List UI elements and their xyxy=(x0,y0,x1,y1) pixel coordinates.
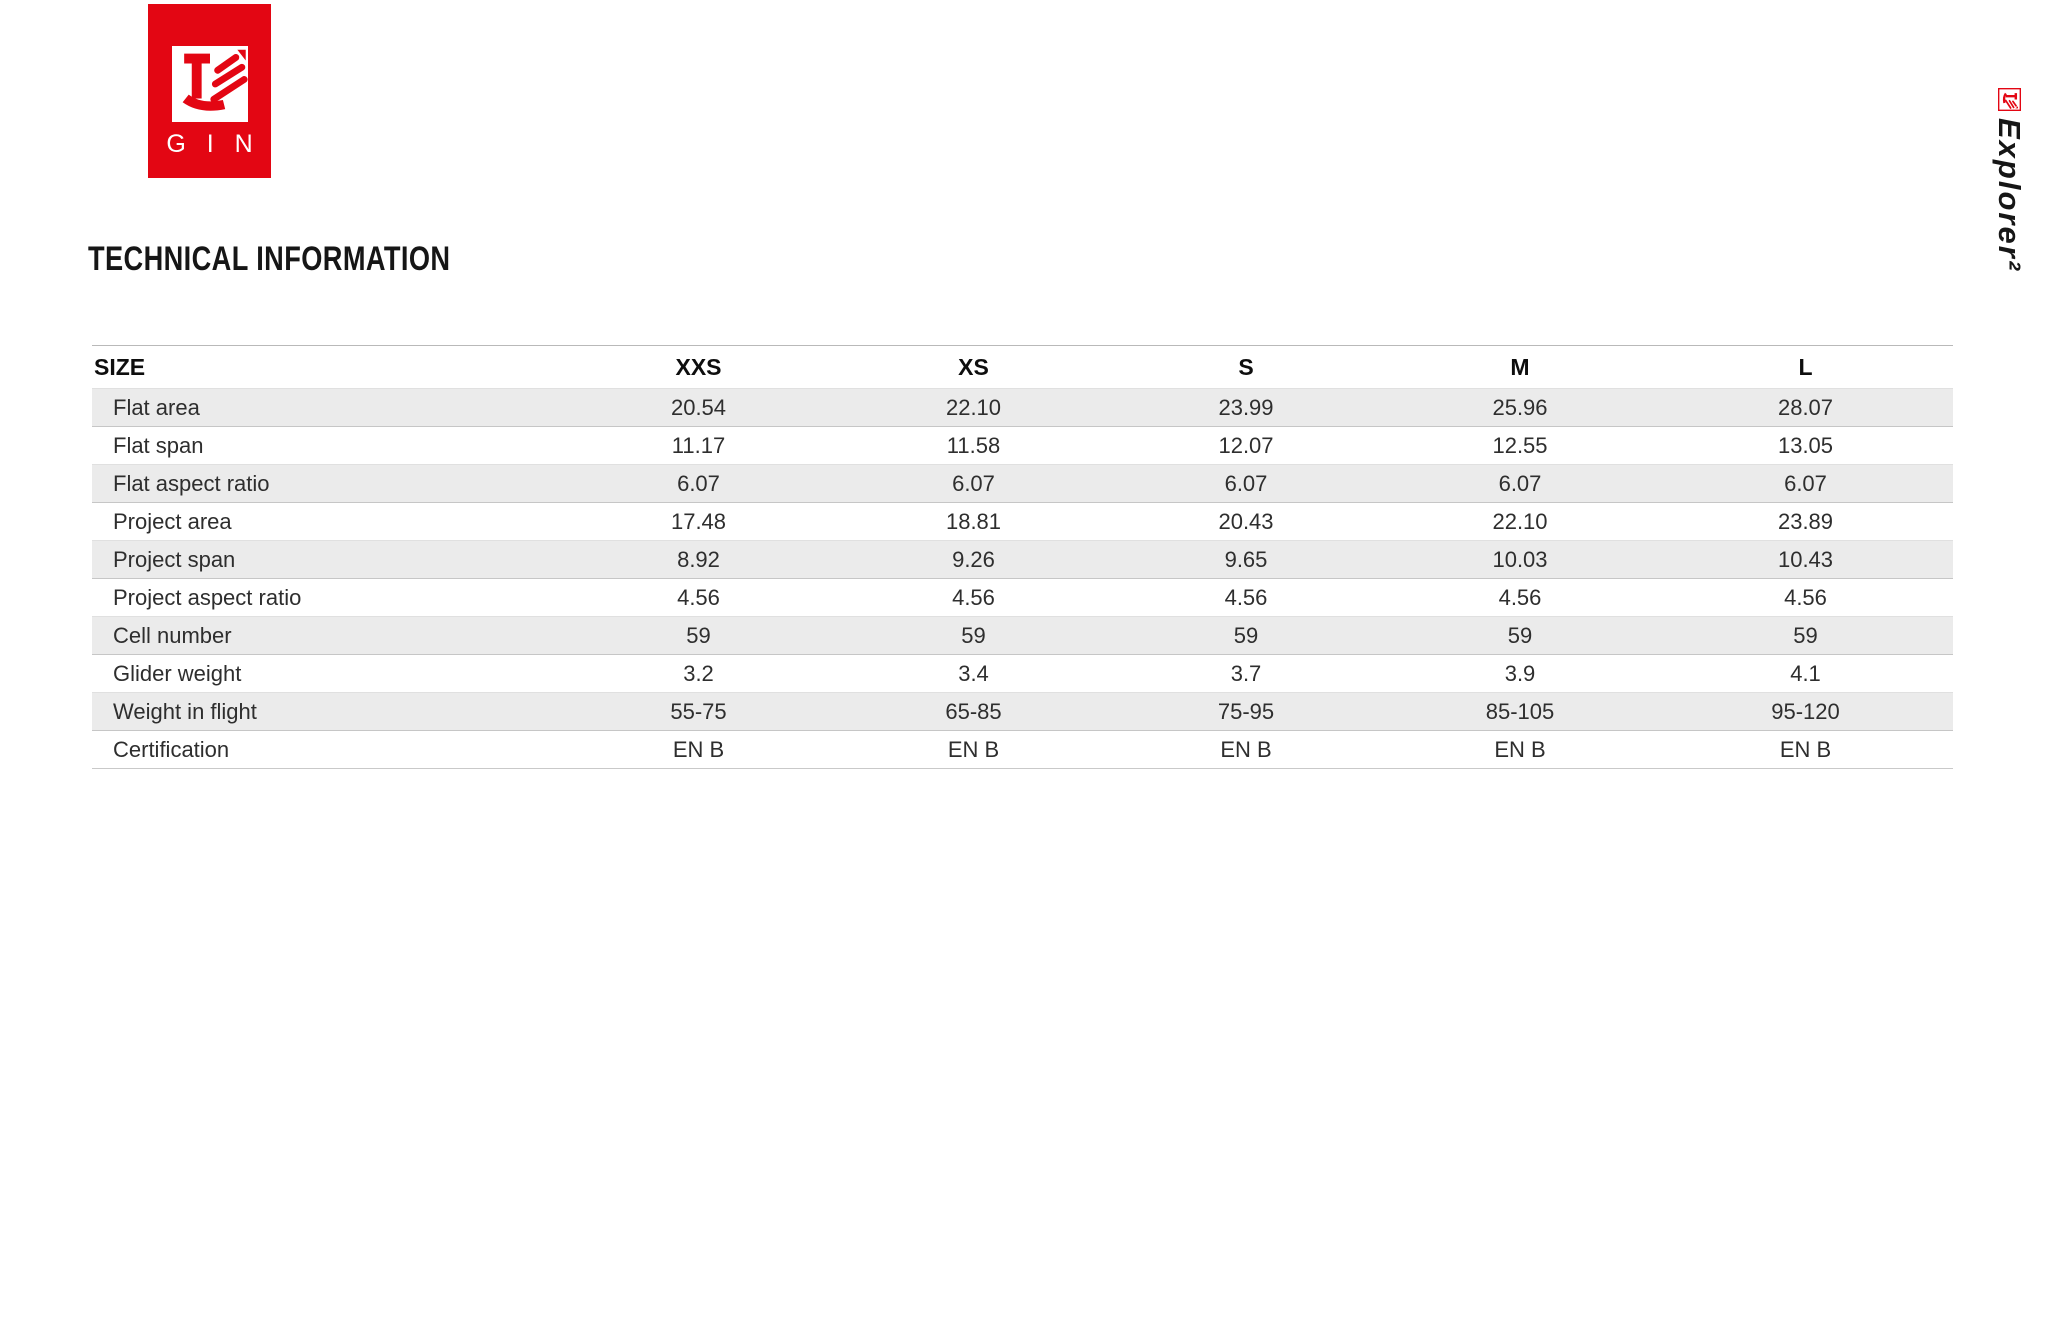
spec-cell: 20.54 xyxy=(560,389,837,427)
spec-row-label: Flat span xyxy=(113,432,204,458)
spec-cell: 4.56 xyxy=(677,584,720,610)
spec-table-head-row xyxy=(92,346,1953,389)
spec-cell: 75-95 xyxy=(1110,693,1382,731)
spec-cell: 4.1 xyxy=(1790,660,1821,686)
spec-cell: 12.55 xyxy=(1492,432,1548,458)
spec-cell: 6.07 xyxy=(1110,465,1382,503)
spec-cell: 85-105 xyxy=(1382,693,1658,731)
column-header-xs: XS xyxy=(958,353,989,380)
spec-cell: 11.17 xyxy=(671,432,726,458)
spec-cell: 12.07 xyxy=(1218,432,1274,458)
spec-cell: 4.56 xyxy=(952,584,995,610)
spec-cell: EN B xyxy=(1779,736,1832,762)
gin-seal-icon xyxy=(172,46,248,122)
spec-row xyxy=(92,655,1953,693)
spec-cell: 3.2 xyxy=(683,660,714,686)
spec-row xyxy=(92,731,1953,769)
gin-logo-text: G I N xyxy=(166,130,260,158)
spec-row xyxy=(92,427,1953,465)
spec-cell: EN B xyxy=(1220,736,1272,762)
column-header-s: S xyxy=(1238,353,1254,380)
spec-cell: 4.56 xyxy=(1224,584,1268,610)
column-header-size: SIZE xyxy=(94,353,146,380)
spec-row xyxy=(92,389,1953,427)
column-header-xxs: XXS xyxy=(675,353,722,380)
spec-row xyxy=(92,503,1953,541)
product-mark xyxy=(1989,88,2029,272)
spec-cell: 59 xyxy=(1382,617,1658,655)
spec-row-label: Flat area xyxy=(92,389,560,427)
spec-cell: 65-85 xyxy=(837,693,1110,731)
spec-cell: 22.10 xyxy=(1492,508,1548,534)
spec-cell: 11.58 xyxy=(946,432,1001,458)
spec-cell: 6.07 xyxy=(560,465,837,503)
spec-cell: 3.9 xyxy=(1504,660,1536,686)
spec-cell: 3.4 xyxy=(958,660,989,686)
spec-row xyxy=(92,465,1953,503)
spec-cell: 22.10 xyxy=(837,389,1110,427)
spec-cell: 6.07 xyxy=(1658,465,1953,503)
spec-table-body xyxy=(92,389,1953,769)
spec-row-label: Flat aspect ratio xyxy=(92,465,560,503)
spec-cell: 6.07 xyxy=(837,465,1110,503)
spec-cell: 28.07 xyxy=(1658,389,1953,427)
column-header-m: M xyxy=(1510,353,1530,380)
spec-cell: EN B xyxy=(672,736,725,762)
spec-cell: 95-120 xyxy=(1658,693,1953,731)
spec-row xyxy=(92,693,1953,731)
spec-row-label: Cell number xyxy=(92,617,560,655)
spec-cell: 23.99 xyxy=(1110,389,1382,427)
technical-spec-table xyxy=(92,345,1953,769)
spec-cell: 25.96 xyxy=(1382,389,1658,427)
spec-cell: 3.7 xyxy=(1230,660,1262,686)
spec-cell: EN B xyxy=(947,736,1000,762)
product-name-vertical: Explorer² xyxy=(1992,118,2027,273)
spec-row xyxy=(92,579,1953,617)
spec-cell: 4.56 xyxy=(1498,584,1542,610)
spec-cell: 10.03 xyxy=(1382,541,1658,579)
column-header-l: L xyxy=(1798,353,1813,380)
spec-row-label: Glider weight xyxy=(113,660,242,686)
spec-cell: 8.92 xyxy=(560,541,837,579)
spec-row-label: Project aspect ratio xyxy=(113,584,302,610)
spec-row-label: Weight in flight xyxy=(92,693,560,731)
spec-row-label: Project span xyxy=(92,541,560,579)
spec-cell: EN B xyxy=(1494,736,1546,762)
spec-cell: 59 xyxy=(837,617,1110,655)
spec-row xyxy=(92,617,1953,655)
spec-cell: 9.26 xyxy=(837,541,1110,579)
spec-cell: 59 xyxy=(560,617,837,655)
spec-cell: 13.05 xyxy=(1777,432,1834,458)
page-title: TECHNICAL INFORMATION xyxy=(88,240,451,278)
spec-cell: 20.43 xyxy=(1218,508,1274,534)
spec-cell: 9.65 xyxy=(1110,541,1382,579)
spec-row xyxy=(92,541,1953,579)
spec-row-label: Certification xyxy=(113,736,230,762)
spec-cell: 10.43 xyxy=(1658,541,1953,579)
spec-cell: 55-75 xyxy=(560,693,837,731)
spec-table-header xyxy=(92,346,1953,389)
gin-logo xyxy=(148,4,271,178)
spec-cell: 59 xyxy=(1658,617,1953,655)
spec-cell: 59 xyxy=(1110,617,1382,655)
gin-mini-seal-icon xyxy=(1998,88,2021,111)
spec-cell: 18.81 xyxy=(945,508,1002,534)
spec-cell: 4.56 xyxy=(1784,584,1827,610)
spec-row-label: Project area xyxy=(113,508,232,534)
spec-cell: 6.07 xyxy=(1382,465,1658,503)
spec-cell: 23.89 xyxy=(1777,508,1834,534)
spec-cell: 17.48 xyxy=(670,508,727,534)
